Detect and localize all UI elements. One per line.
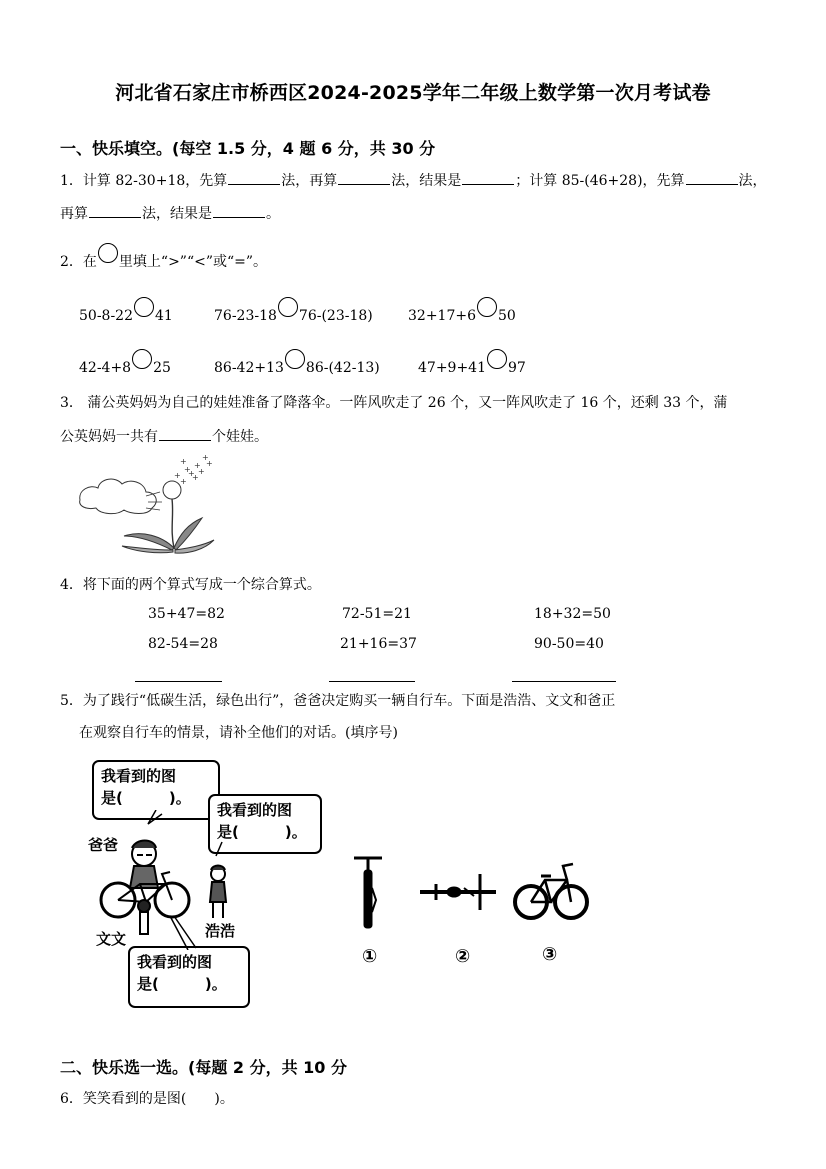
bubble-open: 是( <box>101 789 123 807</box>
question-1-line-2 <box>60 203 280 223</box>
expr-left: 50-8-22 <box>79 308 133 324</box>
answer-blank[interactable] <box>228 170 280 185</box>
answer-blank[interactable] <box>89 203 141 218</box>
q1-text-1: 1．计算 82-30+18，先算 <box>60 173 228 189</box>
expr-right: 76-(23-18) <box>298 308 373 324</box>
bike-scene-illustration <box>96 810 256 950</box>
svg-text:+: + <box>184 465 191 474</box>
expr-right: 50 <box>498 308 516 324</box>
svg-text:+: + <box>180 457 187 466</box>
expr-right: 41 <box>155 308 173 324</box>
bubble-text: 我看到的图 <box>217 801 293 819</box>
q1-text-8: 。 <box>266 206 280 222</box>
section-1-heading: 一、快乐填空。(每空 1.5 分，4 题 6 分，共 30 分 <box>60 139 436 158</box>
figure-2-label: ② <box>455 946 471 967</box>
name-dad: 爸爸 <box>88 836 119 854</box>
answer-blank[interactable] <box>686 170 738 185</box>
q2-text-2: 里填上“>”“<”或“=”。 <box>118 254 268 270</box>
dandelion-illustration <box>76 450 226 558</box>
q3-text-2: 个娃娃。 <box>212 429 268 445</box>
bubble-text: 我看到的图 <box>137 953 213 971</box>
expr-right: 86-(42-13) <box>305 360 380 376</box>
bubble-open: 是( <box>217 823 239 841</box>
expr-left: 47+9+41 <box>418 360 486 376</box>
compare-item <box>214 349 380 376</box>
svg-text:+: + <box>202 453 209 462</box>
expr-right: 25 <box>153 360 171 376</box>
svg-text:+: + <box>188 469 195 478</box>
figure-1-label: ① <box>362 946 378 967</box>
compare-item <box>79 297 173 324</box>
q1-text-5: 法， <box>738 173 767 189</box>
q2-text-1: 2．在 <box>60 254 97 270</box>
expr-left: 42-4+8 <box>79 360 132 376</box>
bubble-close: )。 <box>204 975 227 993</box>
section-2-heading: 二、快乐选一选。(每题 2 分，共 10 分 <box>60 1058 347 1077</box>
equation: 21+16=37 <box>340 636 417 652</box>
svg-text:+: + <box>194 461 201 470</box>
bubble-answer-row <box>101 787 211 809</box>
page-title: 河北省石家庄市桥西区2024-2025学年二年级上数学第一次月考试卷 <box>115 82 711 104</box>
question-1-line-1 <box>60 170 767 190</box>
question-5-line-1: 5．为了践行“低碳生活，绿色出行”，爸爸决定购买一辆自行车。下面是浩浩、文文和爸正 <box>60 693 616 709</box>
question-3-line-1: 3． 蒲公英妈妈为自己的娃娃准备了降落伞。一阵风吹走了 26 个，又一阵风吹走了 16 个，还剩 33 个，蒲 <box>60 395 728 411</box>
expr-left: 86-42+13 <box>214 360 284 376</box>
compare-circle[interactable] <box>278 297 298 317</box>
equation: 90-50=40 <box>534 636 604 652</box>
q1-text-4: ；计算 85-(46+28)，先算 <box>515 173 685 189</box>
compare-circle[interactable] <box>134 297 154 317</box>
expr-left: 76-23-18 <box>214 308 277 324</box>
compare-item <box>418 349 526 376</box>
expr-left: 32+17+6 <box>408 308 476 324</box>
q1-text-3: 法，结果是 <box>391 173 462 189</box>
equation: 82-54=28 <box>148 636 218 652</box>
equation: 35+47=82 <box>148 606 225 622</box>
answer-blank[interactable] <box>159 426 211 441</box>
compare-circle[interactable] <box>477 297 497 317</box>
bubble-text: 我看到的图 <box>101 767 177 785</box>
q1-text-6: 再算 <box>60 206 88 222</box>
q3-text-1: 公英妈妈一共有 <box>60 429 158 445</box>
compare-circle[interactable] <box>285 349 305 369</box>
compare-circle[interactable] <box>132 349 152 369</box>
svg-text:+: + <box>206 459 213 468</box>
question-4-text: 4．将下面的两个算式写成一个综合算式。 <box>60 577 321 593</box>
question-3-line-2 <box>60 426 268 446</box>
name-wenwen: 文文 <box>96 930 127 948</box>
bubble-open: 是( <box>137 975 159 993</box>
equation: 72-51=21 <box>342 606 412 622</box>
circle-icon <box>98 243 118 263</box>
compare-item <box>79 349 171 376</box>
answer-line[interactable] <box>512 681 616 682</box>
bike-side-view-figure <box>513 858 589 924</box>
compare-item <box>214 297 373 324</box>
bubble-close: )。 <box>284 823 307 841</box>
answer-blank[interactable] <box>338 170 390 185</box>
bubble-answer-row <box>137 973 241 995</box>
svg-text:+: + <box>174 471 181 480</box>
compare-circle[interactable] <box>487 349 507 369</box>
expr-right: 97 <box>508 360 526 376</box>
name-haohao: 浩浩 <box>205 922 236 940</box>
bike-front-view-figure <box>350 852 386 934</box>
answer-line[interactable] <box>135 681 222 682</box>
answer-blank[interactable] <box>213 203 265 218</box>
compare-item <box>408 297 516 324</box>
question-2-text <box>60 243 267 271</box>
answer-line[interactable] <box>329 681 415 682</box>
svg-text:+: + <box>192 473 199 482</box>
bike-top-view-figure <box>418 870 498 914</box>
figure-3-label: ③ <box>542 944 558 965</box>
q1-text-2: 法，再算 <box>281 173 338 189</box>
speech-bubble-wenwen <box>128 946 250 1008</box>
bubble-close: )。 <box>168 789 191 807</box>
svg-text:+: + <box>180 477 187 486</box>
equation: 18+32=50 <box>534 606 611 622</box>
q1-text-7: 法，结果是 <box>142 206 212 222</box>
answer-blank[interactable] <box>462 170 514 185</box>
question-6-text: 6．笑笑看到的是图( )。 <box>60 1091 234 1107</box>
question-5-line-2: 在观察自行车的情景，请补全他们的对话。(填序号) <box>79 725 398 741</box>
svg-text:+: + <box>198 467 205 476</box>
